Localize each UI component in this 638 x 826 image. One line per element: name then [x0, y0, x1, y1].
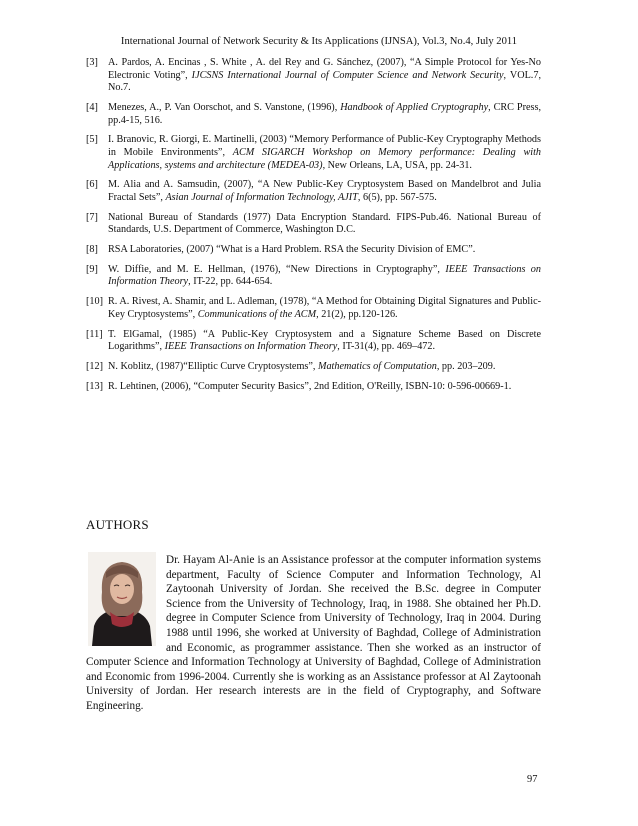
- reference-number: [4]: [86, 101, 98, 113]
- reference-list: [86, 57, 541, 401]
- reference-text: , IT-22, pp. 644-654.: [188, 276, 273, 288]
- reference-number: [8]: [86, 244, 98, 256]
- reference-text: N. Koblitz, (1987)“Elliptic Curve Cryptosystems”,: [108, 360, 318, 372]
- reference-text: , IT-31(4), pp. 469–472.: [337, 341, 436, 353]
- reference-source-title: Mathematics of Computation: [317, 360, 437, 372]
- reference-text: , 6(5), pp. 567-575.: [357, 191, 437, 203]
- reference-text: A. Pardos, A. Encinas , S. White , A. del Rey and G. Sánchez, (2007), “A Simple Protocol for Yes-No Electronic Voting”,: [108, 57, 541, 81]
- reference-item: [86, 57, 541, 95]
- reference-source-title: Handbook of Applied Cryptography: [340, 101, 489, 113]
- author-bio: [86, 553, 541, 714]
- reference-number: [3]: [86, 57, 98, 68]
- page-number: 97: [527, 774, 538, 785]
- reference-number: [13]: [86, 380, 103, 392]
- reference-text: RSA Laboratories, (2007) “What is a Hard Problem. RSA the Security Division of EMC”.: [108, 244, 476, 256]
- reference-text: R. Lehtinen, (2006), “Computer Security Basics”, 2nd Edition, O'Reilly, ISBN-10: 0-596-00669-1.: [108, 380, 512, 392]
- reference-text: , CRC Press, pp.4-15, 516.: [108, 101, 541, 126]
- reference-source-title: IEEE Transactions on Information Theory: [164, 341, 338, 353]
- reference-text: M. Alia and A. Samsudin, (2007), “A New Public-Key Cryptosystem Based on Mandelbrot and Julia Fractal Sets”,: [108, 179, 541, 203]
- reference-number: [5]: [86, 134, 98, 146]
- reference-item: [86, 102, 541, 127]
- reference-item: [86, 212, 541, 237]
- reference-number: [10]: [86, 296, 103, 308]
- reference-number: [6]: [86, 179, 98, 191]
- reference-source-title: ACM SIGARCH Workshop on Memory performance: Dealing with Applications, systems and architecture (MEDEA-03): [108, 146, 541, 171]
- reference-text: Menezes, A., P. Van Oorschot, and S. Vanstone, (1996),: [108, 101, 341, 113]
- authors-heading: AUTHORS: [86, 517, 149, 532]
- reference-text: R. A. Rivest, A. Shamir, and L. Adleman, (1978), “A Method for Obtaining Digital Signatures and Public-Key Cryptosystems”,: [108, 296, 541, 320]
- reference-item: [86, 381, 541, 394]
- reference-item: [86, 329, 541, 354]
- reference-number: [9]: [86, 263, 98, 275]
- reference-number: [11]: [86, 328, 103, 340]
- reference-item: [86, 264, 541, 289]
- reference-text: , VOL.7, No.7.: [108, 69, 541, 94]
- reference-text: W. Diffie, and M. E. Hellman, (1976), “New Directions in Cryptography”,: [108, 263, 446, 275]
- reference-item: [86, 179, 541, 204]
- reference-item: [86, 134, 541, 172]
- reference-source-title: IEEE Transactions on Information Theory: [108, 263, 541, 288]
- reference-text: , New Orleans, LA, USA, pp. 24-31.: [322, 159, 472, 171]
- reference-text: I. Branovic, R. Giorgi, E. Martinelli, (2003) “Memory Performance of Public-Key Cryptography Methods in Mobile Environments”,: [108, 134, 541, 158]
- reference-source-title: Asian Journal of Information Technology, AJIT: [165, 191, 358, 203]
- reference-number: [7]: [86, 211, 98, 223]
- reference-text: National Bureau of Standards (1977) Data Encryption Standard. FIPS-Pub.46. National Bureau of Standards, U.S. Department of Commerce, Washington D.C.: [108, 211, 541, 236]
- reference-source-title: IJCSNS International Journal of Computer Science and Network Security: [191, 69, 504, 81]
- reference-number: [12]: [86, 360, 103, 372]
- reference-item: [86, 296, 541, 321]
- journal-header: International Journal of Network Security & Its Applications (IJNSA), Vol.3, No.4, July 2011: [120, 36, 518, 47]
- reference-text: 21(2), pp.120-126.: [318, 308, 398, 320]
- reference-item: [86, 361, 541, 374]
- reference-text: T. ElGamal, (1985) “A Public-Key Cryptosystem and a Signature Scheme Based on Discrete Logarithms”,: [108, 328, 541, 353]
- reference-source-title: Communications of the ACM,: [197, 308, 319, 320]
- author-bio-text: Dr. Hayam Al-Anie is an Assistance professor at the computer information systems department, Faculty of Science Computer and Information Technology, Al Zaytoonah University of Jordan. She received the B.Sc. degree in Computer Science from the University of Technology, Iraq, in 1988. She obtained her Ph.D. degree in Computer Science from University of Technology, Iraq in 2004. During 1988 until 1996, she worked at University of Baghdad, College of Administration and Economic, as programmer assistance. Then she worked as an instructor of Computer Science and Information Technology at University of Baghdad, College of Administration and Economic from 1996-2004. Currently she is working as an Assistance professor at Al Zaytoonah University of Jordan. Her research interests are in the field of Cryptography, and Software Engineering.: [86, 554, 541, 712]
- reference-item: [86, 244, 541, 257]
- bio-photo-spacer: [86, 553, 166, 645]
- reference-text: , pp. 203–209.: [436, 360, 496, 372]
